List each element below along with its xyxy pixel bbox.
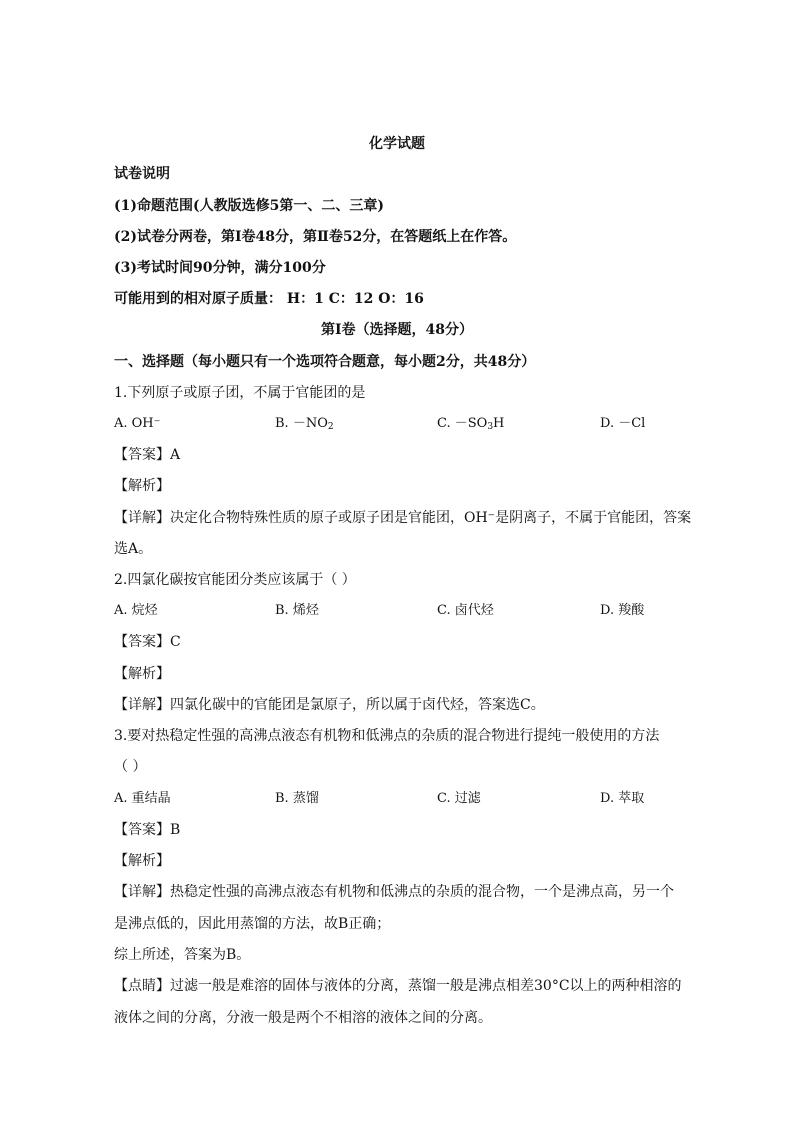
section1-title: 一、选择题（每小题只有一个选项符合题意，每小题2分，共48分） — [114, 354, 536, 370]
question-3-detail: 是沸点低的，因此用蒸馏的方法，故B正确； — [114, 916, 391, 932]
atomic-mass-note: 可能用到的相对原子质量： H：1 C：12 O：16 — [114, 291, 424, 307]
question-2-option-a: A. 烷烃 — [114, 603, 158, 618]
question-3-stem: 3.要对热稳定性强的高沸点液态有机物和低沸点的杂质的混合物进行提纯一般使用的方法 — [114, 728, 660, 744]
option-c-subscript: 3 — [487, 422, 494, 432]
instruction-item: (1)命题范围(人教版选修5第一、二、三章) — [114, 198, 384, 214]
question-1-answer: 【答案】A — [114, 447, 181, 463]
question-2-analysis: 【解析】 — [114, 666, 170, 682]
page-title: 化学试题 — [369, 136, 425, 152]
question-3-stem-cont: （ ） — [114, 759, 147, 775]
question-1-option-c — [437, 414, 504, 437]
question-3-note: 液体之间的分离，分液一般是两个不相溶的液体之间的分离。 — [114, 1010, 492, 1026]
question-2-option-c: C. 卤代烃 — [437, 603, 494, 618]
instructions-heading: 试卷说明 — [114, 166, 170, 182]
question-1-option-a: A. OH⁻ — [114, 416, 161, 431]
question-3-option-b: B. 蒸馏 — [275, 791, 319, 806]
question-2-stem: 2.四氯化碳按官能团分类应该属于（ ） — [114, 572, 356, 588]
question-3-answer: 【答案】B — [114, 822, 181, 838]
question-2-option-d: D. 羧酸 — [600, 603, 645, 618]
question-3-option-c: C. 过滤 — [437, 791, 481, 806]
question-2-answer: 【答案】C — [114, 634, 181, 650]
instruction-item: (2)试卷分两卷，第Ⅰ卷48分，第Ⅱ卷52分，在答题纸上在作答。 — [114, 229, 517, 245]
question-3-option-a: A. 重结晶 — [114, 791, 171, 806]
question-2-option-b: B. 烯烃 — [275, 603, 319, 618]
question-3-detail: 综上所述，答案为B。 — [114, 947, 251, 963]
question-3-analysis: 【解析】 — [114, 853, 170, 869]
option-c-tail: H — [493, 416, 505, 431]
question-3-detail: 【详解】热稳定性强的高沸点液态有机物和低沸点的杂质的混合物，一个是沸点高，另一个 — [114, 884, 674, 900]
option-b-text: B. －NO — [275, 416, 328, 431]
option-b-subscript: 2 — [327, 422, 334, 432]
question-1-option-d: D. －Cl — [600, 416, 646, 431]
option-c-text: C. －SO — [437, 416, 488, 431]
question-1-detail: 选A。 — [114, 541, 153, 557]
question-2-detail: 【详解】四氯化碳中的官能团是氯原子，所以属于卤代烃，答案选C。 — [114, 697, 545, 713]
question-1-stem: 1.下列原子或原子团，不属于官能团的是 — [114, 385, 366, 401]
question-3-option-d: D. 萃取 — [600, 791, 645, 806]
question-1-option-b — [275, 414, 334, 437]
question-1-analysis: 【解析】 — [114, 478, 170, 494]
question-1-detail: 【详解】决定化合物特殊性质的原子或原子团是官能团，OH⁻是阴离子，不属于官能团，答案 — [114, 510, 692, 526]
question-3-note: 【点睛】过滤一般是难溶的固体与液体的分离，蒸馏一般是沸点相差30°C以上的两种相溶的 — [114, 978, 682, 994]
instruction-item: (3)考试时间90分钟，满分100分 — [114, 260, 326, 276]
part1-title: 第Ⅰ卷（选择题，48分） — [320, 322, 474, 338]
